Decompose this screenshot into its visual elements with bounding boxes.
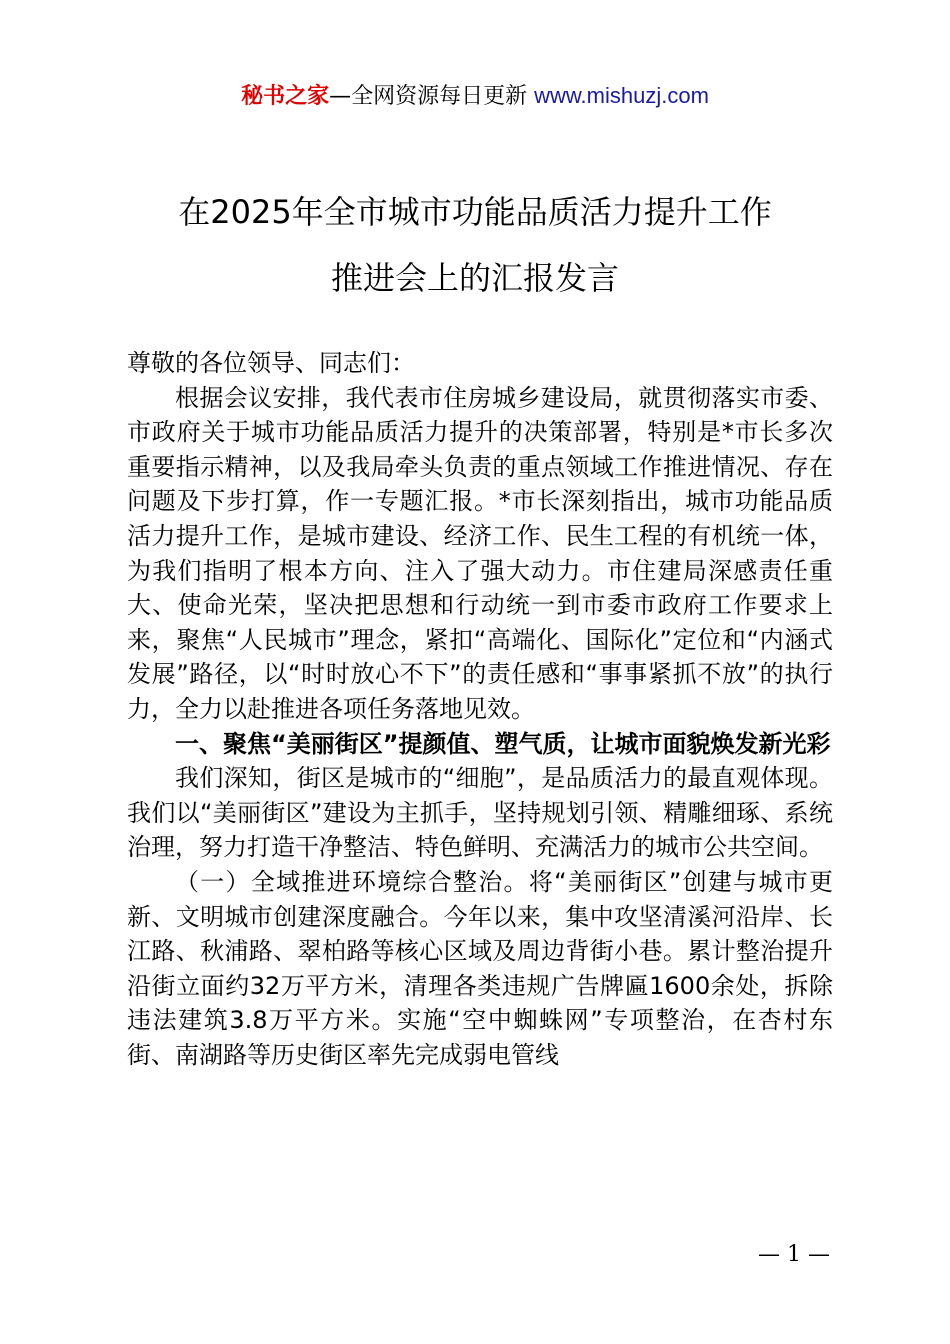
site-url-link[interactable]: www.mishuzj.com <box>534 83 709 108</box>
document-title-line-2: 推进会上的汇报发言 <box>330 259 619 297</box>
salutation: 尊敬的各位领导、同志们： <box>127 349 415 377</box>
page-number: — 1 — <box>758 1242 830 1267</box>
site-header <box>0 80 950 113</box>
paragraph-section-1: 我们深知，街区是城市的“细胞”，是品质活力的最直观体现。我们以“美丽街区”建设为主抓手，坚持规划引领、精雕细琢、系统治理，努力打造干净整洁、特色鲜明、充满活力的城市公共空间。 <box>127 764 833 862</box>
document-body <box>127 346 833 1072</box>
document-title-line-1: 在2025年全市城市功能品质活力提升工作 <box>178 193 772 231</box>
section-heading-1: 一、聚焦“美丽街区”提颜值、塑气质，让城市面貌焕发新光彩 <box>175 729 831 758</box>
paragraph-subsection-1: （一）全域推进环境综合整治。将“美丽街区”创建与城市更新、文明城市创建深度融合。今年以来，集中攻坚清溪河沿岸、长江路、秋浦路、翠柏路等核心区域及周边背街小巷。累计整治提升沿街立面约32万平方米，清理各类违规广告牌匾1600余处，拆除违法建筑3.8万平方米。实施“空中蜘蛛网”专项整治，在杏村东街、南湖路等历史街区率先完成弱电管线 <box>127 867 833 1069</box>
site-brand: 秘书之家 <box>241 84 330 109</box>
site-tagline: —全网资源每日更新 <box>329 84 528 109</box>
paragraph-intro: 根据会议安排，我代表市住房城乡建设局，就贯彻落实市委、市政府关于城市功能品质活力提升的决策部署，特别是*市长多次重要指示精神，以及我局牵头负责的重点领域工作推进情况、存在问题及下步打算，作一专题汇报。*市长深刻指出，城市功能品质活力提升工作，是城市建设、经济工作、民生工程的有机统一体，为我们指明了根本方向、注入了强大动力。市住建局深感责任重大、使命光荣，坚决把思想和行动统一到市委市政府工作要求上来，聚焦“人民城市”理念，紧扣“高端化、国际化”定位和“内涵式发展”路径，以“时时放心不下”的责任感和“事事紧抓不放”的执行力，全力以赴推进各项任务落地见效。 <box>127 383 833 723</box>
